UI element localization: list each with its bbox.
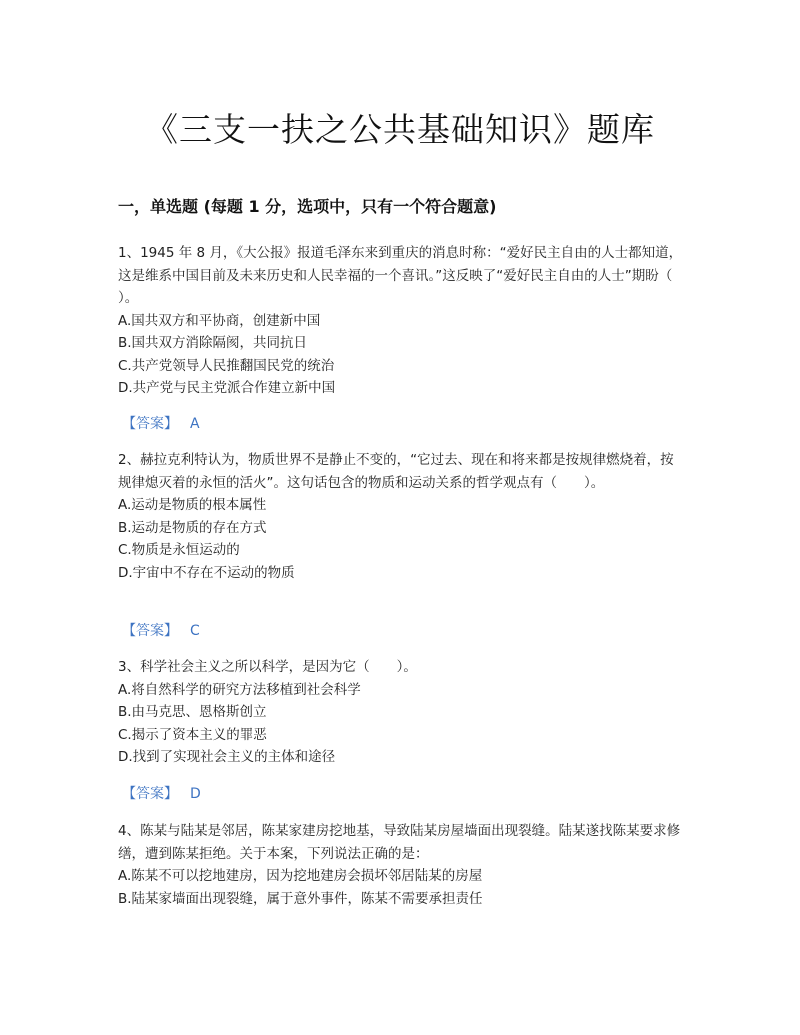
answer-3	[122, 784, 201, 804]
option-a: A.陈某不可以挖地建房，因为挖地建房会损坏邻居陆某的房屋	[118, 868, 483, 884]
option-d: D.找到了实现社会主义的主体和途径	[118, 749, 336, 765]
question-stem: 2、赫拉克利特认为，物质世界不是静止不变的，“它过去、现在和将来都是按规律燃烧着，按规律熄灭着的永恒的活火”。这句话包含的物质和运动关系的哲学观点有（ ）。	[118, 452, 674, 491]
option-a: A.将自然科学的研究方法移植到社会科学	[118, 681, 361, 698]
option-b: B.国共双方消除隔阂，共同抗日	[118, 335, 308, 351]
option-c: C.揭示了资本主义的罪恶	[118, 726, 267, 743]
answer-value: A	[190, 416, 200, 432]
answer-2	[122, 621, 200, 641]
option-b: B.由马克思、恩格斯创立	[118, 704, 267, 720]
question-3	[118, 656, 683, 769]
question-stem: 3、科学社会主义之所以科学，是因为它（ ）。	[118, 659, 417, 675]
option-a: A.运动是物质的根本属性	[118, 497, 267, 513]
option-d: D.宇宙中不存在不运动的物质	[118, 564, 295, 581]
option-b: B.运动是物质的存在方式	[118, 519, 267, 536]
option-c: C.物质是永恒运动的	[118, 542, 240, 558]
question-2	[118, 449, 683, 584]
answer-label: 【答案】	[122, 416, 178, 432]
section-heading: 一，单选题 (每题 1 分，选项中，只有一个符合题意)	[118, 197, 497, 216]
question-4	[118, 820, 683, 910]
option-c: C.共产党领导人民推翻国民党的统治	[118, 357, 335, 374]
option-a: A.国共双方和平协商，创建新中国	[118, 312, 321, 329]
question-1	[118, 242, 700, 400]
option-d: D.共产党与民主党派合作建立新中国	[118, 380, 336, 396]
answer-label: 【答案】	[122, 786, 178, 802]
answer-value: D	[190, 786, 201, 802]
answer-label: 【答案】	[122, 623, 178, 639]
answer-value: C	[190, 623, 200, 639]
option-b: B.陆某家墙面出现裂缝，属于意外事件，陈某不需要承担责任	[118, 890, 483, 907]
question-stem: 4、陈某与陆某是邻居，陈某家建房挖地基，导致陆某房屋墙面出现裂缝。陆某遂找陈某要求修缮，遭到陈某拒绝。关于本案，下列说法正确的是：	[118, 823, 681, 862]
question-stem: 1、1945 年 8 月，《大公报》报道毛泽东来到重庆的消息时称：“爱好民主自由的人士都知道，这是维系中国目前及未来历史和人民幸福的一个喜讯。”这反映了“爱好民主自由的人士”期盼（ ）。	[118, 245, 700, 306]
document-title: 《三支一扶之公共基础知识》题库	[145, 110, 655, 149]
answer-1	[122, 414, 200, 434]
